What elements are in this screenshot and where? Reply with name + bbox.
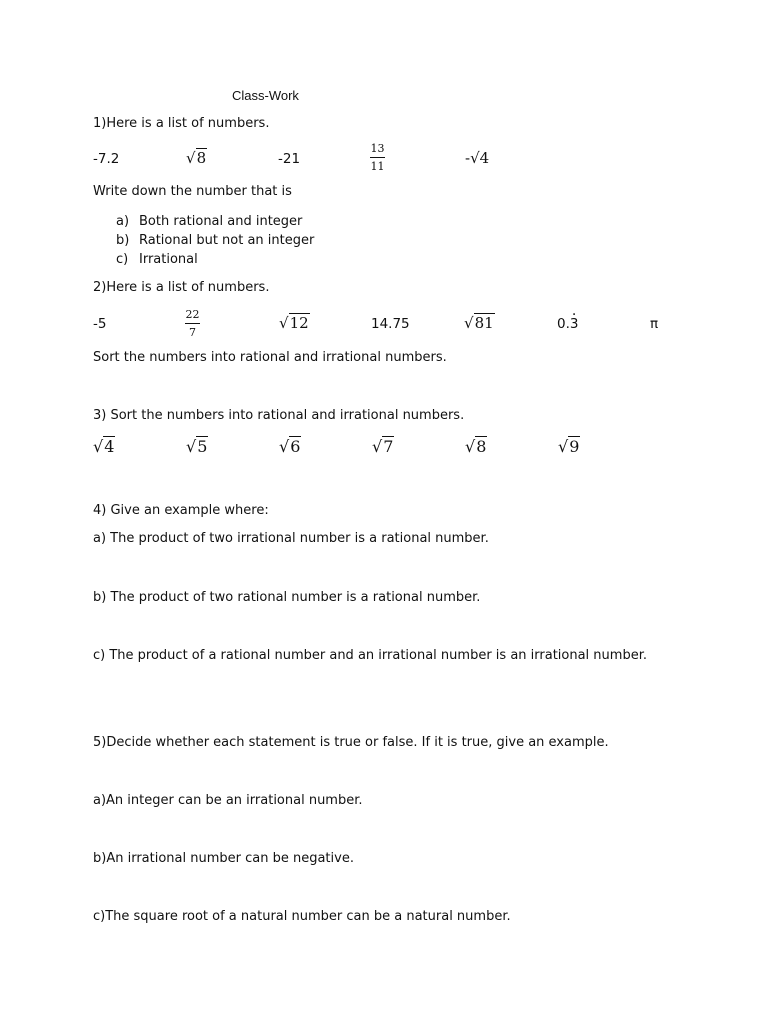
- q3-radical-1-radicand: 4: [104, 437, 115, 456]
- q1-number-2-radicand: 8: [196, 149, 207, 167]
- q2-number-5: √81: [464, 314, 494, 332]
- q2-number-6: [557, 316, 578, 332]
- q3-radical-5: √8: [465, 437, 487, 456]
- q2-number-2-numerator: 22: [185, 308, 200, 321]
- q5-heading: 5)Decide whether each statement is true or false. If it is true, give an example.: [93, 735, 609, 750]
- q1-item-c-text: Irrational: [139, 252, 198, 267]
- q1-number-3: -21: [278, 151, 301, 167]
- q1-number-2: √8: [186, 149, 207, 167]
- page-title: Class-Work: [232, 88, 299, 103]
- q1-number-1: -7.2: [93, 151, 120, 167]
- q3-radical-6-radicand: 9: [569, 437, 580, 456]
- q1-item-a-marker: a): [116, 214, 130, 229]
- q3-radical-2-radicand: 5: [197, 437, 208, 456]
- q3-radical-3-radicand: 6: [290, 437, 301, 456]
- q1-item-b-text: Rational but not an integer: [139, 233, 315, 248]
- q3-radical-4: √7: [372, 437, 394, 456]
- q1-number-4-numerator: 13: [370, 142, 385, 155]
- fraction-bar: [370, 157, 385, 158]
- q1-item-a-text: Both rational and integer: [139, 214, 303, 229]
- q4-part-a: a) The product of two irrational number is a rational number.: [93, 531, 489, 546]
- q2-number-5-radicand: 81: [474, 314, 494, 332]
- q2-number-3: √12: [279, 314, 309, 332]
- q2-number-6-repeating-digit: · 3: [570, 316, 579, 332]
- q2-number-6-integer-part: 0.: [557, 316, 570, 332]
- q1-item-c-marker: c): [116, 252, 129, 267]
- q1-number-5-radicand: 4: [479, 149, 490, 167]
- q2-number-1: -5: [93, 316, 107, 332]
- q2-number-7: π: [650, 316, 659, 332]
- q2-number-2-denominator: 7: [189, 326, 196, 339]
- q3-radical-6: √9: [558, 437, 580, 456]
- q5-part-c: c)The square root of a natural number can be a natural number.: [93, 909, 511, 924]
- q1-number-4-denominator: 11: [370, 160, 385, 173]
- q1-number-5: [465, 149, 489, 167]
- q4-part-c: c) The product of a rational number and an irrational number is an irrational number.: [93, 648, 647, 663]
- q1-number-5-prefix: -√: [465, 149, 480, 167]
- q2-number-4: 14.75: [371, 316, 410, 332]
- q1-item-b-marker: b): [116, 233, 130, 248]
- q2-number-3-radicand: 12: [289, 314, 309, 332]
- q4-part-b: b) The product of two rational number is a rational number.: [93, 590, 481, 605]
- q4-heading: 4) Give an example where:: [93, 503, 269, 518]
- q3-heading: 3) Sort the numbers into rational and irrational numbers.: [93, 408, 465, 423]
- q5-part-b: b)An irrational number can be negative.: [93, 851, 354, 866]
- q3-radical-3: √6: [279, 437, 301, 456]
- q2-heading: 2)Here is a list of numbers.: [93, 280, 270, 295]
- q3-radical-1: √4: [93, 437, 115, 456]
- q3-radical-2: √5: [186, 437, 208, 456]
- q1-heading: 1)Here is a list of numbers.: [93, 116, 270, 131]
- q1-number-4-fraction: [370, 143, 385, 173]
- q1-instruction: Write down the number that is: [93, 184, 292, 199]
- q3-radical-4-radicand: 7: [383, 437, 394, 456]
- fraction-bar: [185, 323, 200, 324]
- q2-number-2-fraction: [185, 309, 200, 339]
- q5-part-a: a)An integer can be an irrational number.: [93, 793, 363, 808]
- q2-instruction: Sort the numbers into rational and irrational numbers.: [93, 350, 447, 365]
- q3-radical-5-radicand: 8: [476, 437, 487, 456]
